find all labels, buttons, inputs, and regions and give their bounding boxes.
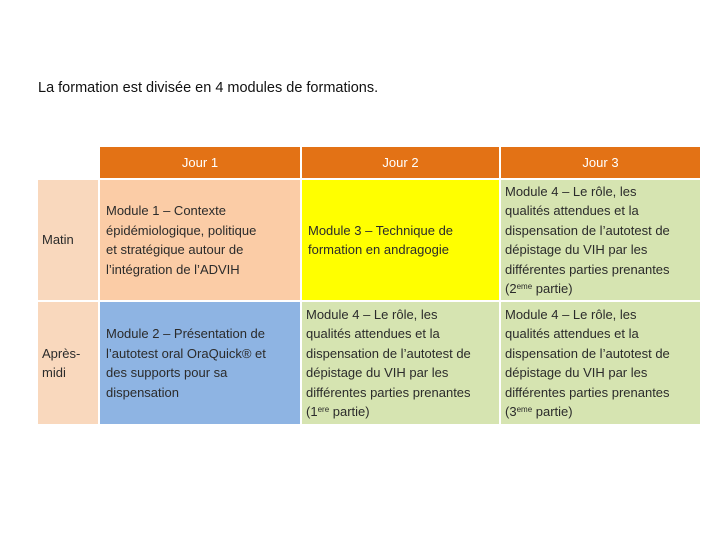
module-4-part3-text — [505, 305, 670, 422]
module-4-part2-sup: eme — [516, 282, 533, 291]
module-4-part2-body: Module 4 – Le rôle, les qualités attendues et la dispensation de l’autotest de dépistage du VIH par les différentes parties prenantes ( — [505, 183, 670, 296]
cell-matin-jour3 — [501, 180, 700, 300]
page-title: La formation est divisée en 4 modules de formations. — [38, 80, 379, 96]
module-1-text: Module 1 – Contexte épidémiologique, politique et stratégique autour de l’intégration de l’ADVIH — [106, 203, 257, 277]
module-4-part1-num: 1 — [310, 404, 318, 419]
header-day-1: Jour 1 — [100, 147, 300, 178]
cell-matin-jour2 — [302, 180, 499, 300]
row-label-apres-midi — [38, 302, 98, 424]
module-4-part3-tail: partie) — [535, 404, 573, 419]
row-label-matin — [38, 180, 98, 300]
module-4-part2-num: 2 — [509, 281, 517, 296]
module-4-part3-sup: eme — [516, 405, 533, 414]
row-label-matin-text: Matin — [42, 232, 74, 248]
module-4-part3-body: Module 4 – Le rôle, les qualités attendues et la dispensation de l’autotest de dépistage du VIH par les différentes parties prenantes ( — [505, 306, 670, 419]
row-label-apres-midi-text: Après- midi — [42, 345, 81, 380]
header-day-3: Jour 3 — [501, 147, 700, 178]
cell-matin-jour1 — [100, 180, 300, 300]
cell-apres-midi-jour3 — [501, 302, 700, 424]
cell-apres-midi-jour2 — [302, 302, 499, 424]
module-4-part3-num: 3 — [509, 404, 517, 419]
module-4-part2-text — [505, 182, 670, 299]
cell-apres-midi-jour1 — [100, 302, 300, 424]
module-4-part1-tail: partie) — [332, 404, 370, 419]
module-4-part1-sup: ere — [317, 405, 330, 414]
module-2-text: Module 2 – Présentation de l’autotest oral OraQuick® et des supports pour sa dispensation — [106, 326, 266, 400]
module-4-part1-body: Module 4 – Le rôle, les qualités attendues et la dispensation de l’autotest de dépistage du VIH par les différentes parties prenantes ( — [306, 306, 471, 419]
module-3-text: Module 3 – Technique de formation en andragogie — [308, 222, 454, 257]
module-4-part2-tail: partie) — [535, 281, 573, 296]
header-day-2: Jour 2 — [302, 147, 499, 178]
module-4-part1-text — [306, 305, 471, 422]
